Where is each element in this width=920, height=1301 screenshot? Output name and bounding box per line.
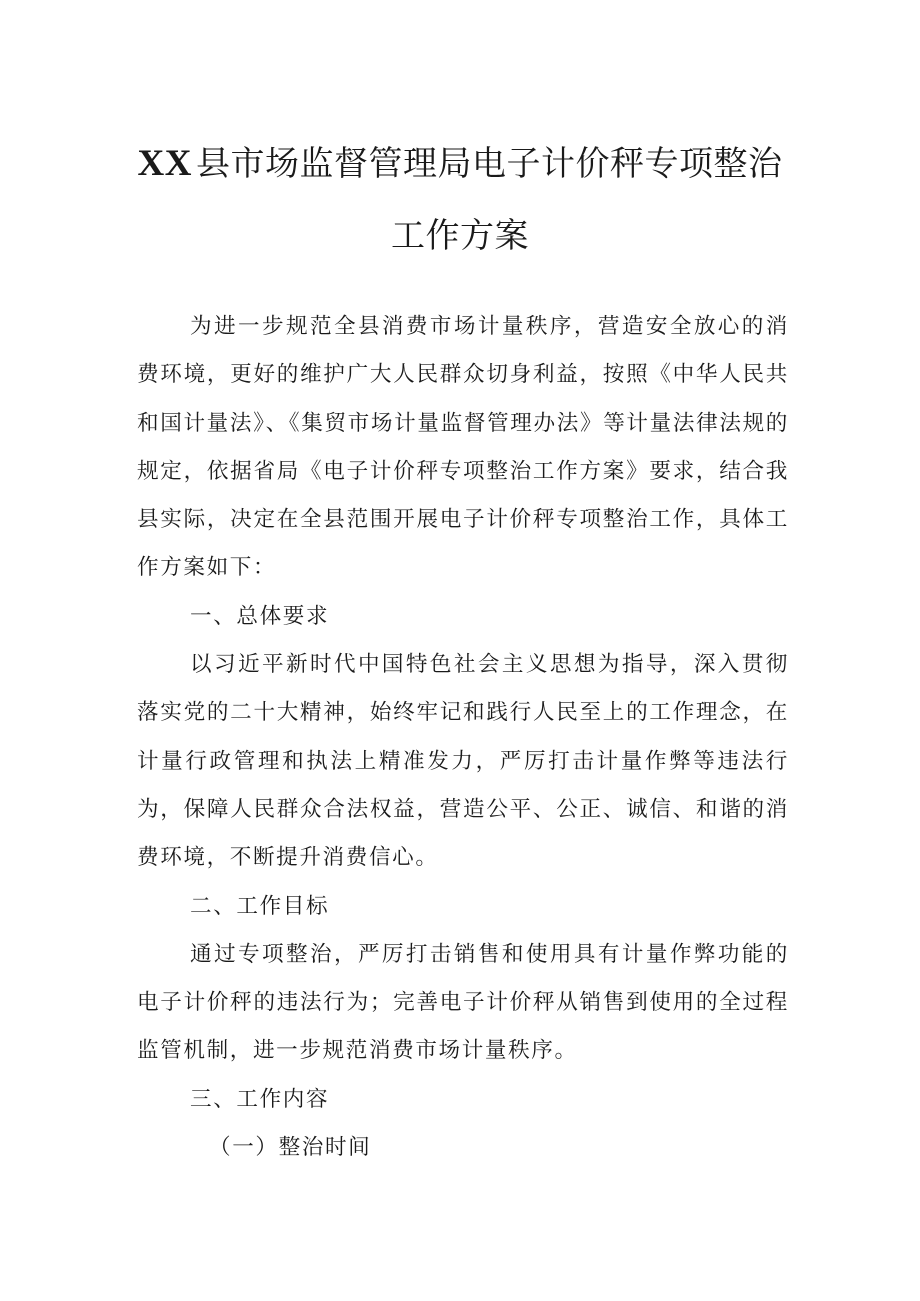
document-title-line-1	[0, 136, 920, 185]
section-2-paragraph: 通过专项整治，严厉打击销售和使用具有计量作弊功能的电子计价秤的违法行为；完善电子计价秤从销售到使用的全过程监管机制，进一步规范消费市场计量秩序。	[137, 941, 789, 1064]
section-3-heading: 三、工作内容	[190, 1086, 330, 1112]
intro-paragraph: 为进一步规范全县消费市场计量秩序，营造安全放心的消费环境，更好的维护广大人民群众切身利益，按照《中华人民共和国计量法》、《集贸市场计量监督管理办法》等计量法律法规的规定，依据省局《电子计价秤专项整治工作方案》要求，结合我县实际，决定在全县范围开展电子计价秤专项整治工作，具体工作方案如下：	[137, 314, 789, 581]
section-2-heading: 二、工作目标	[190, 893, 330, 919]
title-line-1-text: 县市场监督管理局电子计价秤专项整治	[195, 144, 783, 184]
section-1-heading: 一、总体要求	[190, 603, 330, 629]
document-body	[137, 303, 789, 1172]
document-title-line-2: 工作方案	[391, 216, 529, 256]
section-3-subheading-1: （一）整治时间	[209, 1135, 372, 1161]
title-placeholder-xx: XX	[137, 143, 192, 184]
section-1-paragraph: 以习近平新时代中国特色社会主义思想为指导，深入贯彻落实党的二十大精神，始终牢记和践行人民至上的工作理念，在计量行政管理和执法上精准发力，严厉打击计量作弊等违法行为，保障人民群众合法权益，营造公平、公正、诚信、和谐的消费环境，不断提升消费信心。	[137, 652, 789, 871]
